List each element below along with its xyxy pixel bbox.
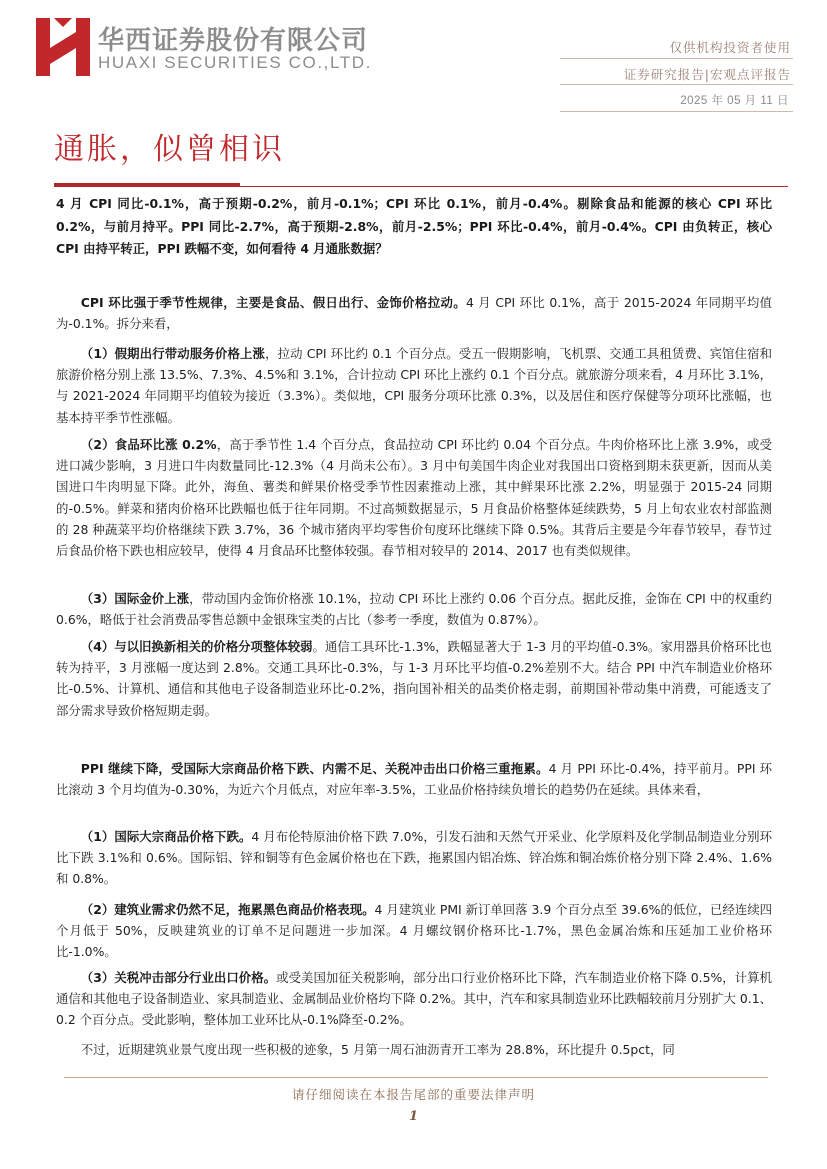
paragraph-text: 4 月建筑业 PMI 新订单回落 3.9 个百分点至 39.6%的低位，已经连续四个月低于 50%，反映建筑业的订单不足问题进一步加深。4 月螺纹钢价格环比-1.7%，黑色金属冶炼和压延加工业价格环比-1.0%。 (56, 902, 772, 960)
company-name-en: HUAXI SECURITIES CO.,LTD. (98, 53, 372, 72)
paragraph (56, 588, 772, 630)
paragraph-lead: （2）食品环比涨 0.2% (80, 437, 217, 452)
report-date: 2025 年 05 月 11 日 (680, 95, 789, 107)
usage-note: 仅供机构投资者使用 (669, 40, 791, 55)
header-divider (560, 111, 793, 112)
paragraph (56, 434, 772, 561)
paragraph-lead: （1）国际大宗商品价格下跌。 (80, 829, 252, 844)
paragraph-text: 或受美国加征关税影响，部分出口行业价格环比下降，汽车制造业价格下降 0.5%，计算机通信和其他电子设备制造业、家具制造业、金属制品业价格均下降 0.2%。其中，汽车和家具制造业环比跌幅较前月分别扩大 0.1、0.2 个百分点。受此影响，整体加工业环比从-0.1%降至-0.2%。 (56, 970, 772, 1028)
paragraph-lead: （1）假期出行带动服务价格上涨 (80, 346, 266, 361)
paragraph (56, 1039, 772, 1060)
paragraph-lead: （4）与以旧换新相关的价格分项整体较弱 (80, 639, 313, 654)
huaxi-logo-icon (36, 18, 90, 76)
paragraph (56, 826, 772, 890)
paragraph (56, 899, 772, 963)
paragraph-text: 4 月布伦特原油价格下跌 7.0%，引发石油和天然气开采业、化学原料及化学制品制造业分别环比下跌 3.1%和 0.6%。国际铝、锌和铜等有色金属价格也在下跌，拖累国内铝冶炼、锌冶炼和铜冶炼价格分别下降 2.4%、1.6%和 0.8%。 (56, 829, 772, 887)
footer-divider (64, 1077, 768, 1078)
paragraph-lead: （2）建筑业需求仍然不足，拖累黑色商品价格表现。 (80, 902, 375, 917)
paragraph-text: ，带动国内金饰价格涨 10.1%，拉动 CPI 环比上涨约 0.06 个百分点。据此反推，金饰在 CPI 中的权重约 0.6%，略低于社会消费品零售总额中金银珠宝类的占比（参考一季度，数值为 0.87%）。 (56, 591, 773, 628)
paragraph-text: 。通信工具环比-1.3%，跌幅显著大于 1-3 月的平均值-0.3%。家用器具价格环比也转为持平，3 月涨幅一度达到 2.8%。交通工具环比-0.3%，与 1-3 月环比平均值-0.2%差别不大。结合 PPI 中汽车制造业价格环比-0.5%、计算机、通信和其他电子设备制造业环比-0.2%，指向国补相关的品类价格走弱，前期国补带动集中消费，可能透支了部分需求导致价格短期走弱。 (56, 639, 773, 718)
paragraph (56, 292, 772, 334)
title-underline-accent (54, 183, 240, 187)
paragraph (56, 967, 772, 1031)
page-title: 通胀，似曾相识 (54, 132, 285, 167)
paragraph (56, 343, 772, 428)
paragraph-text: 4 月 CPI 环比 0.1%，高于 2015-2024 年同期平均值为-0.1%。拆分来看， (56, 295, 772, 332)
header-divider (560, 84, 793, 85)
paragraph-lead: （3）国际金价上涨 (80, 591, 190, 606)
paragraph-lead: （3）关税冲击部分行业出口价格。 (80, 970, 277, 985)
paragraph-text: ，拉动 CPI 环比约 0.1 个百分点。受五一假期影响，飞机票、交通工具租赁费、宾馆住宿和旅游价格分别上涨 13.5%、7.3%、4.5%和 3.1%，合计拉动 CPI 环比上涨约 0.1 个百分点。就旅游分项来看，4 月环比 3.1%，与 2021-2024 年同期平均值较为接近（3.3%）。类似地，CPI 服务分项环比涨 0.3%，以及居住和医疗保健等分项环比涨幅，也基本持平季节性涨幅。 (56, 346, 772, 425)
paragraph-text: ，高于季节性 1.4 个百分点，食品拉动 CPI 环比约 0.04 个百分点。牛肉价格环比上涨 3.9%，或受进口减少影响，3 月进口牛肉数量同比-12.3%（4 月尚未公布）。3 月中旬美国牛肉企业对我国出口资格到期未获更新，因而从美国进口牛肉明显下降。此外，海鱼、薯类和鲜果价格受季节性因素推动上涨，其中鲜果环比涨 2.2%，明显强于 2015-24 同期的-0.5%。鲜菜和猪肉价格环比跌幅也低于往年同期。不过高频数据显示，5 月食品价格整体延续跌势，5 月上旬农业农村部监测的 28 种蔬菜平均价格继续下跌 3.7%，36 个城市猪肉平均零售价旬度环比继续下降 0.5%。其背后主要是今年春节较早，春节过后食品价格下跌也相应较早，使得 4 月食品环比整体较强。春节相对较早的 2014、2017 也有类似规律。 (56, 437, 772, 559)
header-divider (560, 58, 793, 59)
breadcrumb: 证券研究报告|宏观点评报告 (623, 67, 791, 82)
paragraph-lead: PPI 继续下降，受国际大宗商品价格下跌、内需不足、关税冲击出口价格三重拖累。 (80, 761, 549, 776)
paragraph-text: 不过，近期建筑业景气度出现一些积极的迹象，5 月第一周石油沥青开工率为 28.8%，环比提升 0.5pct，同 (80, 1042, 675, 1057)
paragraph-lead: CPI 环比强于季节性规律，主要是食品、假日出行、金饰价格拉动。 (80, 295, 467, 310)
page-number: 1 (408, 1109, 419, 1124)
paragraph-text: 4 月 PPI 环比-0.4%，持平前月。PPI 环比滚动 3 个月均值为-0.30%，为近六个月低点，对应年率-3.5%，工业品价格持续负增长的趋势仍在延续。具体来看， (56, 761, 772, 798)
legal-disclaimer: 请仔细阅读在本报告尾部的重要法律声明 (291, 1087, 535, 1102)
summary-text: 4 月 CPI 同比-0.1%，高于预期-0.2%，前月-0.1%；CPI 环比 0.1%，前月-0.4%。剔除食品和能源的核心 CPI 环比 0.2%，与前月持平。PPI 同比-2.7%，高于预期-2.8%，前月-2.5%；PPI 环比-0.4%，前月-0.4%。CPI 由负转正，核心 CPI 由持平转正，PPI 跌幅不变，如何看待 4 月通胀数据？ (56, 196, 772, 256)
paragraph (56, 636, 772, 721)
paragraph (56, 758, 772, 800)
company-name-cn: 华西证券股份有限公司 (98, 26, 369, 56)
